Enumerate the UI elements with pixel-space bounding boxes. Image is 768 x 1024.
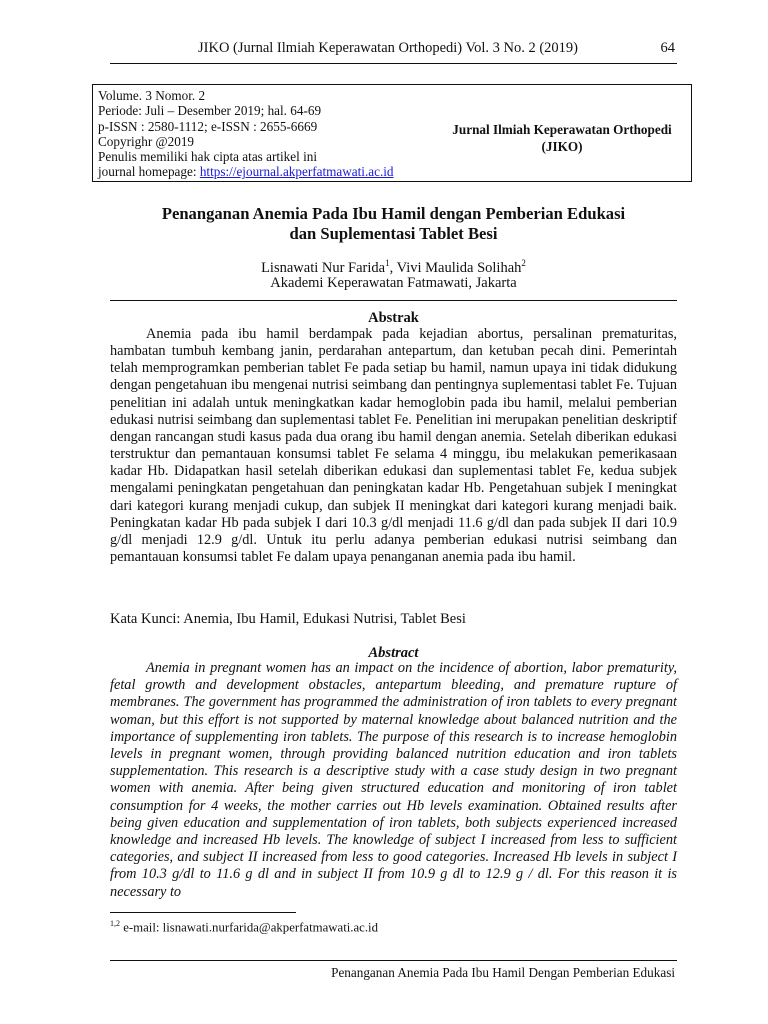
author-1-sup: 1 [385, 258, 390, 268]
title-line1: Penanganan Anemia Pada Ibu Hamil dengan Pemberian Edukasi [161, 204, 626, 223]
title-rule [110, 300, 677, 301]
issn-line: p-ISSN : 2580-1112; e-ISSN : 2655-6669 [98, 118, 318, 134]
journal-name [431, 121, 693, 155]
homepage-link[interactable]: https://ejournal.akperfatmawati.ac.id [199, 164, 394, 180]
author-2-sup: 2 [521, 258, 526, 268]
homepage-label: journal homepage: [98, 164, 200, 180]
abstrak-heading: Abstrak [368, 310, 419, 326]
author-1: Lisnawati Nur Farida [261, 259, 386, 276]
journal-name-line1: Jurnal Ilmiah Keperawatan Orthopedi [452, 122, 672, 137]
homepage-line [98, 164, 394, 179]
header-rule [110, 63, 677, 64]
footer-rule [110, 960, 677, 961]
abstract-heading: Abstract [368, 645, 419, 661]
author-sep: , [389, 259, 397, 276]
footnote [110, 919, 378, 935]
footnote-rule [110, 912, 296, 913]
journal-running-title: JIKO (Jurnal Ilmiah Keperawatan Orthopedi) Vol. 3 No. 2 (2019) [198, 40, 579, 56]
periode-line: Periode: Juli – Desember 2019; hal. 64-69 [98, 103, 322, 119]
running-footer: Penanganan Anemia Pada Ibu Hamil Dengan Pemberian Edukasi [331, 965, 675, 980]
journal-info-lines [98, 88, 394, 180]
journal-name-line2: (JIKO) [541, 139, 583, 154]
article-title [110, 204, 677, 243]
title-line2: dan Suplementasi Tablet Besi [289, 223, 498, 243]
keywords: Kata Kunci: Anemia, Ibu Hamil, Edukasi Nutrisi, Tablet Besi [110, 611, 466, 627]
abstract-body: Anemia in pregnant women has an impact on the incidence of abortion, labor prematurity, fetal growth and development obstacles, antepartum bleeding, and premature rupture of membranes. The government has programmed the administration of iron tablets to every pregnant woman, but this effort is not supported by maternal knowledge about balanced nutrition and the importance of supplementing iron tablets. The purpose of this research is to increase hemoglobin levels in pregnant women, through providing balanced nutrition education and iron tablets supplementation. This research is a descriptive study with a case study design in two pregnant women with anemia. After being given structured education and monitoring of iron tablet consumption for 4 weeks, the mother carries out Hb levels examination. Obtained results after being given education and supplementation of iron tablets, both subjects experienced increased knowledge and increased Hb levels. The knowledge of subject I increased from less to sufficient categories, and subject II increased from less to good categories. Increased Hb levels in subject I from 10.3 g/dl to 11.6 g dl and in subject II from 10.9 g dl to 12.9 g / dl. For this reason it is necessary to [110, 660, 677, 900]
volume-line: Volume. 3 Nomor. 2 [98, 88, 206, 103]
abstrak-body: Anemia pada ibu hamil berdampak pada kejadian abortus, persalinan prematuritas, hambatan tumbuh kembang janin, perdarahan antepartum, dan ketuban pecah dini. Pemerintah telah memprogramkan pemberian tablet Fe pada setiap bu hamil, namun upaya ini tidak didukung dengan pengetahuan ibu mengenai nutrisi seimbang dan pentingnya suplementasi tablet Fe. Tujuan penelitian ini adalah untuk meningkatkan kadar hemoglobin pada ibu hamil, melalui pemberian edukasi nutrisi seimbang dan suplementasi tablet Fe. Penelitian ini merupakan penelitian deskriptif dengan rancangan studi kasus pada dua orang ibu hamil dengan anemia. Setelah diberikan edukasi terstruktur dan pemantauan konsumsi tablet Fe selama 4 minggu, ibu melakukan pemerikasaan kadar Hb. Didapatkan hasil setelah diberikan edukasi dan suplementasi tablet Fe, kedua subjek mengalami peningkatan pengetahuan dan peningkatan kadar Hb. Pengetahuan subjek I meningkat dari kategori kurang menjadi cukup, dan subjek II meningkat dari kategori kurang menjadi baik. Peningkatan kadar Hb pada subjek I dari 10.3 g/dl menjadi 11.6 g/dl dan pada subjek II dari 10.9 g/dl menjadi 12.9 g/dl. Untuk itu perlu adanya pemberian edukasi nutrisi seimbang dan pemantauan konsumsi tablet Fe dalam upaya penanganan anemia pada ibu hamil. [110, 326, 677, 566]
journal-info-box [92, 84, 692, 182]
copyright-line: Copyrighr @2019 [98, 133, 195, 149]
authors [110, 258, 677, 277]
footnote-email: e-mail: lisnawati.nurfarida@akperfatmawati.ac.id [120, 920, 379, 935]
footnote-marker: 1,2 [110, 919, 120, 928]
page-number: 64 [660, 40, 675, 56]
affiliation: Akademi Keperawatan Fatmawati, Jakarta [270, 275, 517, 291]
rights-line: Penulis memiliki hak cipta atas artikel ini [98, 149, 318, 165]
author-2: Vivi Maulida Solihah [396, 259, 522, 276]
